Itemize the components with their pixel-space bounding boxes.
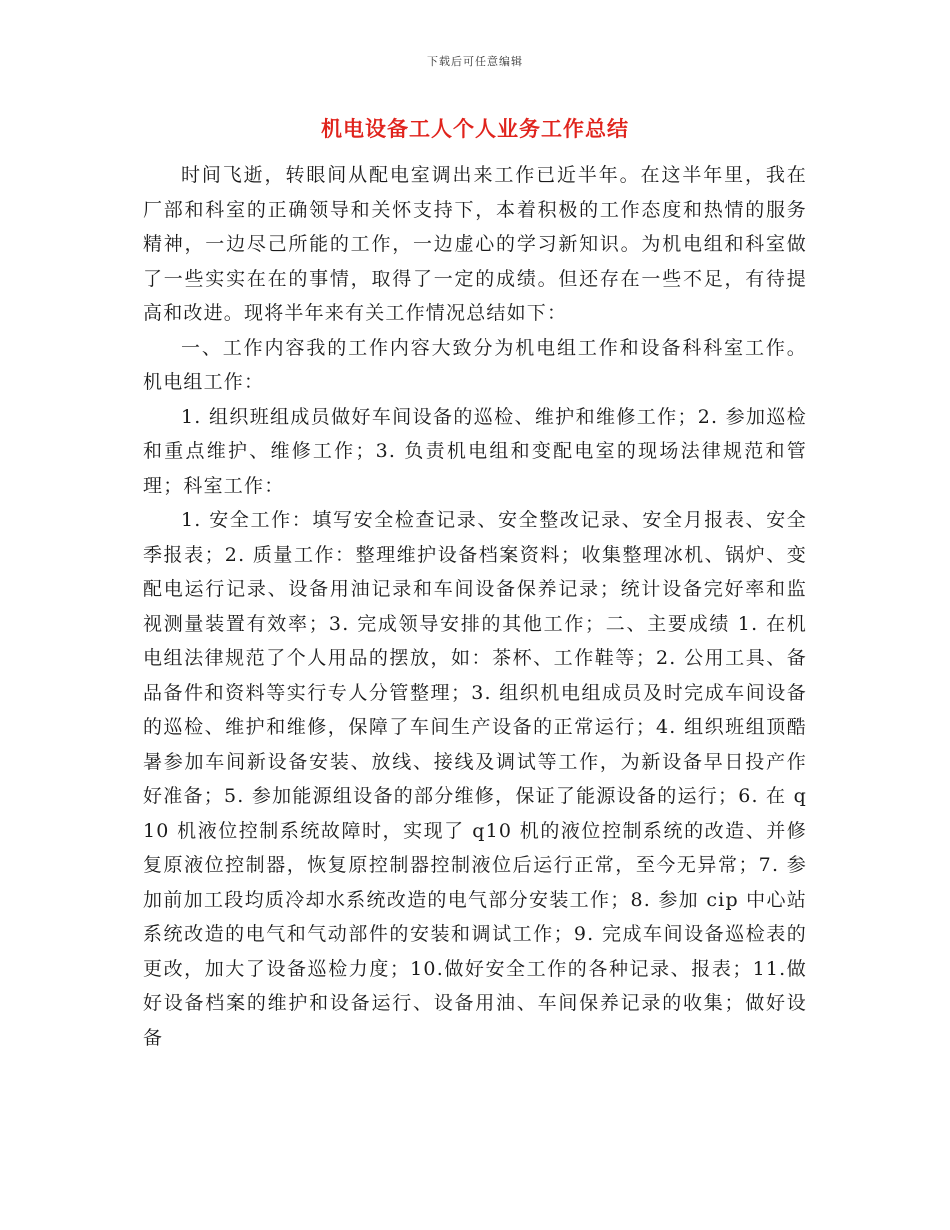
- paragraph-intro: 时间飞逝，转眼间从配电室调出来工作已近半年。在这半年里，我在厂部和科室的正确领导和关怀支持下，本着积极的工作态度和热情的服务精神，一边尽己所能的工作，一边虚心的学习新知识。为机电组和科室做了一些实实在在的事情，取得了一定的成绩。但还存在一些不足，有待提高和改进。现将半年来有关工作情况总结如下：: [143, 164, 807, 324]
- document-body: [143, 158, 807, 1055]
- document-title: 机电设备工人个人业务工作总结: [321, 116, 629, 141]
- paragraph-work-content: 一、工作内容我的工作内容大致分为机电组工作和设备科科室工作。机电组工作：: [143, 336, 807, 393]
- paragraph-office-duties-achievements: 1. 安全工作：填写安全检查记录、安全整改记录、安全月报表、安全季报表；2. 质量工作：整理维护设备档案资料；收集整理冰机、锅炉、变配电运行记录、设备用油记录和车间设备保养记录；统计设备完好率和监视测量装置有效率；3. 完成领导安排的其他工作；二、主要成绩 1. 在机电组法律规范了个人用品的摆放，如：茶杯、工作鞋等；2. 公用工具、备品备件和资料等实行专人分管整理；3. 组织机电组成员及时完成车间设备的巡检、维护和维修，保障了车间生产设备的正常运行；4. 组织班组顶酷暑参加车间新设备安装、放线、接线及调试等工作，为新设备早日投产作好准备；5. 参加能源组设备的部分维修，保证了能源设备的运行；6. 在 q10 机液位控制系统故障时，实现了 q10 机的液位控制系统的改造、并修复原液位控制器，恢复原控制器控制液位后运行正常，至今无异常；7. 参加前加工段均质冷却水系统改造的电气部分安装工作；8. 参加 cip 中心站系统改造的电气和气动部件的安装和调试工作；9. 完成车间设备巡检表的更改，加大了设备巡检力度；10.做好安全工作的各种记录、报表；11.做好设备档案的维护和设备运行、设备用油、车间保养记录的收集；做好设备: [143, 509, 807, 1049]
- page-header-note: 下载后可任意编辑: [427, 55, 523, 68]
- paragraph-team-duties: 1. 组织班组成员做好车间设备的巡检、维护和维修工作；2. 参加巡检和重点维护、维修工作；3. 负责机电组和变配电室的现场法律规范和管理；科室工作：: [143, 405, 807, 497]
